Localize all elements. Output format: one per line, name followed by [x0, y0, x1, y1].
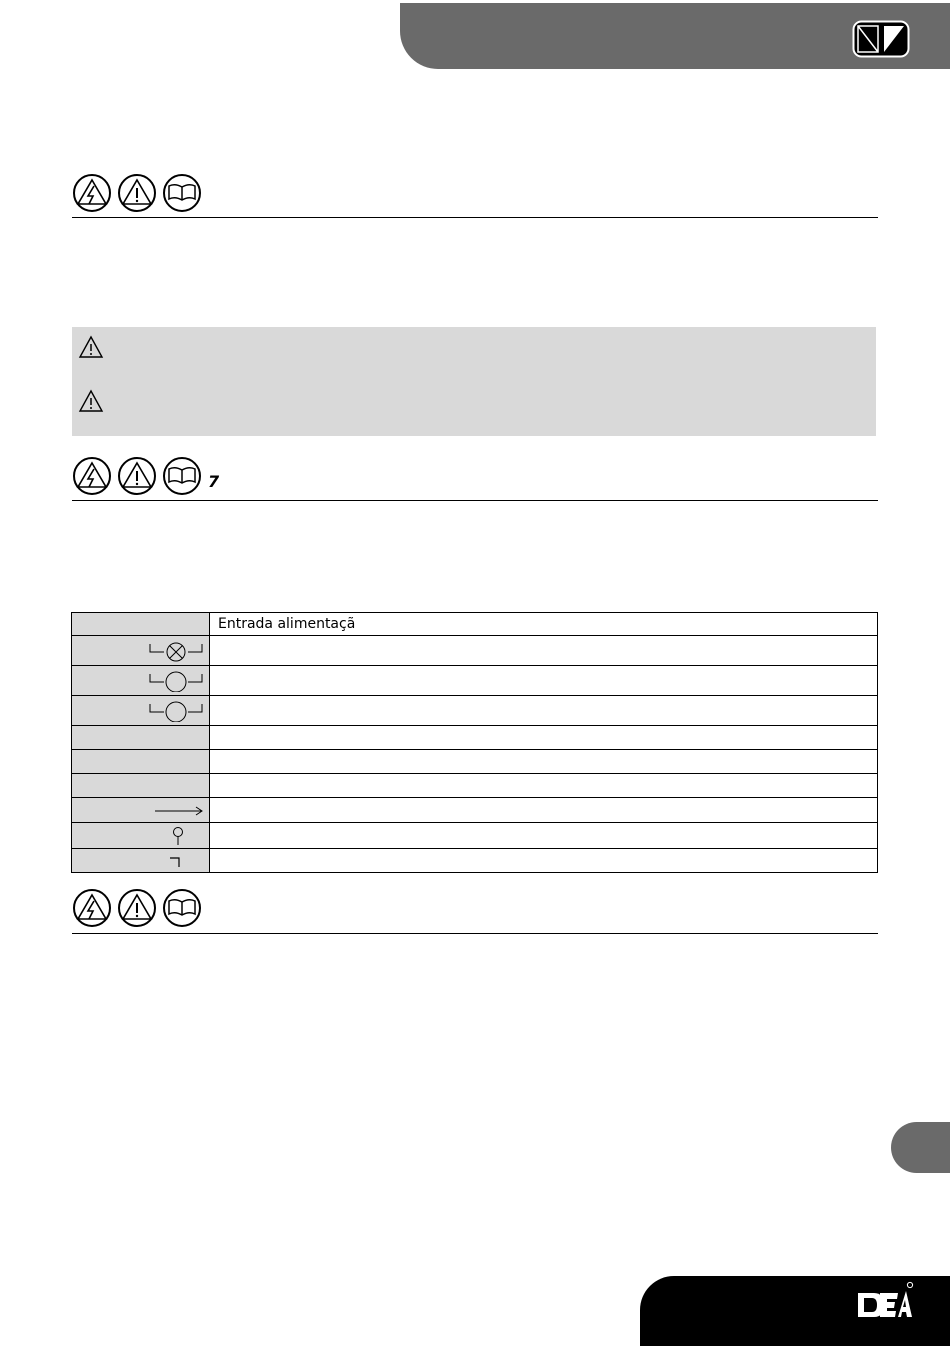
terminal-symbol: [72, 798, 210, 823]
table-row: [72, 798, 878, 823]
table-row: [72, 726, 878, 750]
warning-triangle-icon: [117, 173, 157, 213]
table-row: [72, 613, 878, 636]
terminal-description: [210, 823, 878, 849]
registered-circle-icon: [907, 1282, 912, 1287]
lamp-icon: [148, 640, 204, 662]
read-manual-icon: [162, 173, 202, 213]
contact-icon: [168, 855, 182, 869]
terminal-table: [71, 612, 878, 873]
dea-logo: [854, 1281, 916, 1321]
section-number: 7: [208, 472, 220, 491]
terminal-description: [210, 666, 878, 696]
warning-box: [72, 327, 876, 436]
terminal-description: [210, 636, 878, 666]
warning-triangle-icon: [78, 389, 104, 413]
side-tab: [891, 1122, 950, 1173]
terminal-description: [210, 750, 878, 774]
terminal-symbol: [72, 636, 210, 666]
terminal-symbol: [72, 666, 210, 696]
terminal-symbol: [72, 849, 210, 873]
terminal-description: [210, 696, 878, 726]
motor-icon: [148, 700, 204, 722]
warning-triangle-icon: [78, 335, 104, 359]
table-row: [72, 696, 878, 726]
warning-triangle-icon: [117, 888, 157, 928]
arrow-right-icon: [154, 804, 204, 818]
read-manual-icon: [162, 456, 202, 496]
electric-hazard-icon: [72, 456, 112, 496]
motor-icon: [148, 670, 204, 692]
electric-hazard-icon: [72, 173, 112, 213]
antenna-icon: [170, 826, 186, 846]
table-row: [72, 774, 878, 798]
terminal-symbol: [72, 613, 210, 636]
terminal-symbol: [72, 696, 210, 726]
safety-icon-group: [72, 173, 202, 213]
terminal-description: Entrada alimentaçã: [210, 613, 878, 636]
terminal-description: [210, 774, 878, 798]
table-row: [72, 849, 878, 873]
table-row: [72, 823, 878, 849]
section-rule: [72, 500, 878, 501]
table-row: [72, 750, 878, 774]
section-rule: [72, 933, 878, 934]
terminal-symbol: [72, 774, 210, 798]
safety-icon-group: [72, 888, 202, 928]
split-square-logo-icon: [852, 20, 910, 58]
terminal-symbol: [72, 823, 210, 849]
read-manual-icon: [162, 888, 202, 928]
terminal-description: [210, 849, 878, 873]
table-row: [72, 666, 878, 696]
terminal-symbol: [72, 750, 210, 774]
table-row: [72, 636, 878, 666]
warning-triangle-icon: [117, 456, 157, 496]
section-rule: [72, 217, 878, 218]
terminal-symbol: [72, 726, 210, 750]
terminal-description: [210, 726, 878, 750]
safety-icon-group: [72, 456, 202, 496]
terminal-description: [210, 798, 878, 823]
electric-hazard-icon: [72, 888, 112, 928]
